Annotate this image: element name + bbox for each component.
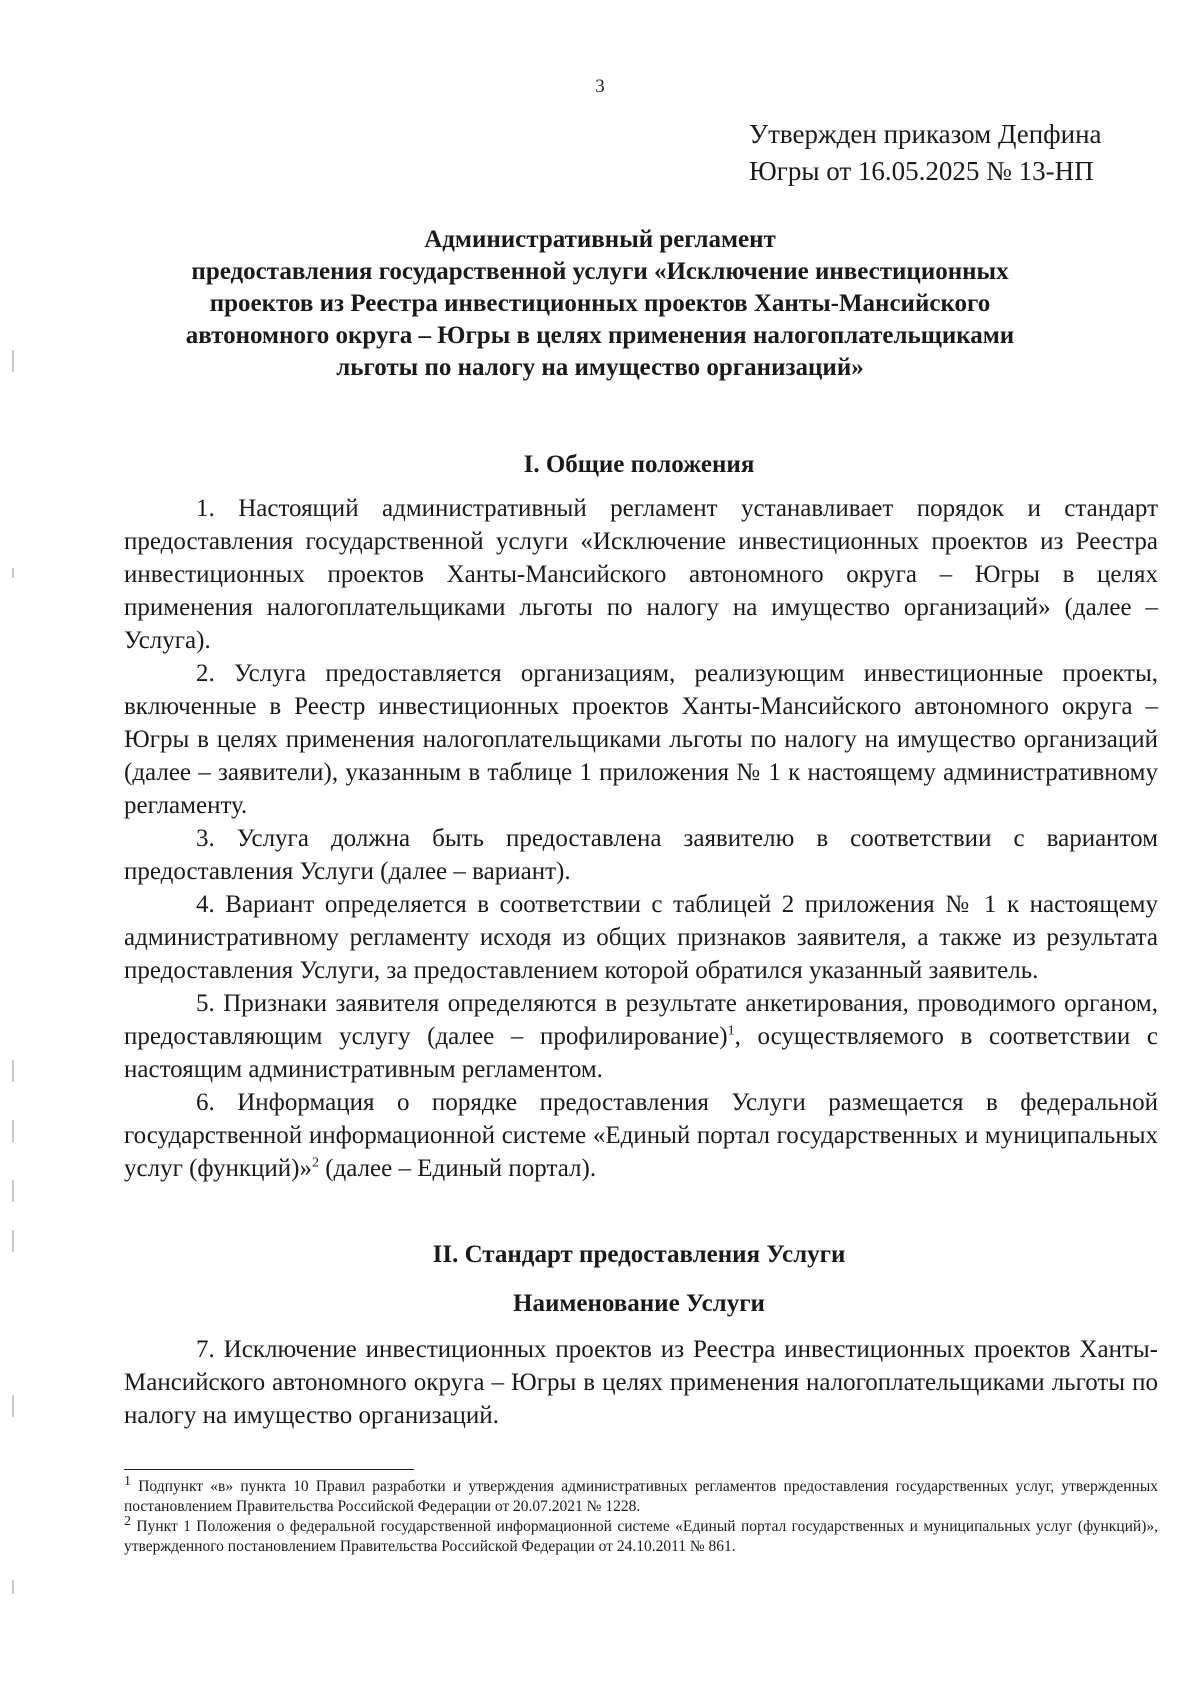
section-heading-standard: II. Стандарт предоставления Услуги: [432, 1241, 846, 1268]
document-title: [120, 224, 1080, 384]
paragraph-5: [124, 987, 1158, 1086]
footnote-text: Подпункт «в» пункта 10 Правил разработки и утверждения административных регламентов предоставления государственных услуг, утвержденных постановлением Правительства Российской Федерации от 20.07.2021 № 1228.: [124, 1478, 1158, 1515]
footnote-1: [124, 1473, 1158, 1517]
approval-line: Югры от 16.05.2025 № 13-НП: [749, 156, 1094, 186]
paragraph-text: , осуществляемого в соответствии с настоящим административным регламентом.: [124, 1023, 1158, 1083]
section-heading-general: I. Общие положения: [523, 451, 755, 478]
paragraph-2: 2. Услуга предоставляется организациям, реализующим инвестиционные проекты, включенные в Реестр инвестиционных проектов Ханты-Мансийского автономного округа – Югры в целях применения налогоплательщиками льготы по налогу на имущество организаций (далее – заявители), указанным в таблице 1 приложения № 1 к настоящему административному регламенту.: [124, 660, 1158, 819]
approval-stamp: [749, 116, 1102, 190]
footnote-text: Пункт 1 Положения о федеральной государственной информационной системе «Единый портал государственных и муниципальных услуг (функций)», утвержденного постановлением Правительства Российской Федерации от 24.10.2011 № 861.: [124, 1518, 1158, 1555]
paragraph-text: (далее – Единый портал).: [318, 1155, 597, 1182]
scan-margin-mark: [12, 1580, 14, 1594]
footnote-divider: [124, 1469, 414, 1470]
footnote-number: 1: [124, 1473, 131, 1489]
section-body-standard: [124, 1333, 1158, 1432]
title-line: предоставления государственной услуги «Исключение инвестиционных: [191, 258, 1009, 285]
footnote-ref: 1: [727, 1023, 735, 1039]
approval-line: Утвержден приказом Депфина: [749, 119, 1102, 149]
scan-margin-mark: [12, 350, 14, 372]
footnote-number: 2: [124, 1513, 131, 1529]
scan-margin-mark: [12, 568, 14, 578]
page-number: 3: [595, 76, 605, 97]
scan-margin-mark: [12, 1180, 14, 1202]
paragraph-7: 7. Исключение инвестиционных проектов из Реестра инвестиционных проектов Ханты-Мансийского автономного округа – Югры в целях применения налогоплательщиками льготы по налогу на имущество организаций.: [124, 1336, 1158, 1429]
scan-margin-mark: [12, 1395, 14, 1417]
paragraph-3: 3. Услуга должна быть предоставлена заявителю в соответствии с вариантом предоставления Услуги (далее – вариант).: [124, 825, 1158, 885]
footnote-2: [124, 1513, 1158, 1557]
paragraph-6: [124, 1086, 1158, 1185]
paragraph-text: 5. Признаки заявителя определяются в результате анкетирования, проводимого органом, предоставляющим услугу (далее – профилирование): [124, 990, 1158, 1050]
paragraph-1: 1. Настоящий административный регламент устанавливает порядок и стандарт предоставления государственной услуги «Исключение инвестиционных проектов из Реестра инвестиционных проектов Ханты-Мансийского автономного округа – Югры в целях применения налогоплательщиками льготы по налогу на имущество организаций» (далее – Услуга).: [124, 495, 1158, 654]
paragraph-text: 6. Информация о порядке предоставления Услуги размещается в федеральной государственной информационной системе «Единый портал государственных и муниципальных услуг (функций)»: [124, 1089, 1158, 1182]
section-body-general: [124, 492, 1158, 1185]
scan-margin-mark: [12, 1060, 14, 1082]
footnotes: [124, 1473, 1158, 1557]
subheading-service-name: Наименование Услуги: [513, 1290, 765, 1317]
footnote-ref: 2: [311, 1155, 319, 1171]
title-line: проектов из Реестра инвестиционных проектов Ханты-Мансийского: [209, 290, 991, 317]
title-line: Административный регламент: [424, 226, 776, 253]
scan-margin-mark: [12, 1120, 14, 1142]
title-line: льготы по налогу на имущество организаций»: [336, 354, 864, 381]
paragraph-4: 4. Вариант определяется в соответствии с таблицей 2 приложения № 1 к настоящему административному регламенту исходя из общих признаков заявителя, а также из результата предоставления Услуги, за предоставлением которой обратился указанный заявитель.: [124, 891, 1158, 984]
title-line: автономного округа – Югры в целях применения налогоплательщиками: [185, 322, 1015, 349]
scan-margin-mark: [12, 1230, 14, 1252]
